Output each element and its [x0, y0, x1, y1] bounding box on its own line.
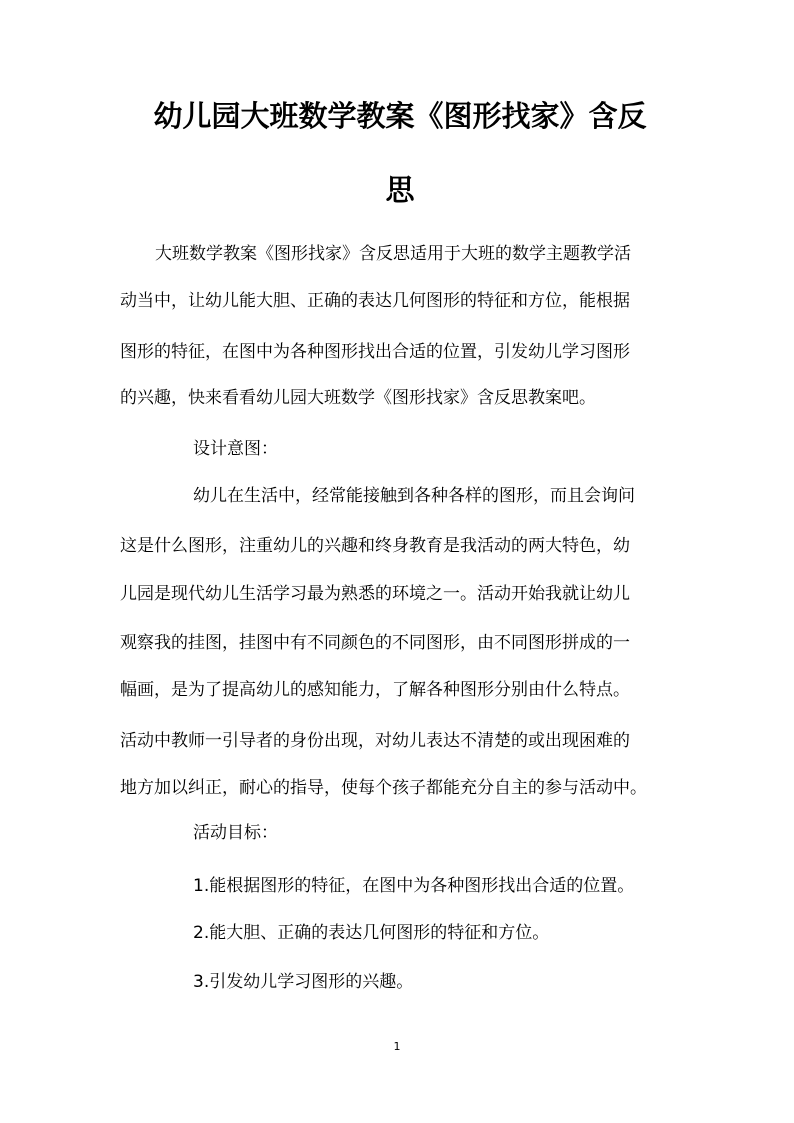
section-heading-design-intent: 设计意图：: [193, 439, 278, 459]
page-number: 1: [393, 1040, 401, 1053]
design-paragraph-line-4: 观察我的挂图，挂图中有不同颜色的不同图形，由不同图形拼成的一: [120, 633, 630, 653]
design-paragraph-line-7: 地方加以纠正，耐心的指导，使每个孩子都能充分自主的参与活动中。: [120, 778, 647, 798]
intro-line-2: 动当中，让幼儿能大胆、正确的表达几何图形的特征和方位，能根据: [120, 291, 630, 311]
goal-item-3: 3.引发幼儿学习图形的兴趣。: [193, 972, 414, 992]
design-paragraph-line-2: 这是什么图形，注重幼儿的兴趣和终身教育是我活动的两大特色，幼: [120, 536, 630, 556]
design-paragraph-line-1: 幼儿在生活中，经常能接触到各种各样的图形，而且会询问: [193, 486, 635, 506]
design-paragraph-line-5: 幅画，是为了提高幼儿的感知能力，了解各种图形分别由什么特点。: [120, 680, 630, 700]
document-title-line-2: 思: [385, 173, 415, 207]
intro-line-1: 大班数学教案《图形找家》含反思适用于大班的数学主题教学活: [155, 244, 631, 264]
section-heading-activity-goals: 活动目标：: [193, 823, 278, 843]
intro-line-4: 的兴趣，快来看看幼儿园大班数学《图形找家》含反思教案吧。: [120, 388, 596, 408]
design-paragraph-line-6: 活动中教师一引导者的身份出现，对幼儿表达不清楚的或出现困难的: [120, 731, 630, 751]
design-paragraph-line-3: 儿园是现代幼儿生活学习最为熟悉的环境之一。活动开始我就让幼儿: [120, 584, 630, 604]
goal-item-2: 2.能大胆、正确的表达几何图形的特征和方位。: [193, 923, 550, 943]
goal-item-1: 1.能根据图形的特征，在图中为各种图形找出合适的位置。: [193, 876, 635, 896]
intro-line-3: 图形的特征，在图中为各种图形找出合适的位置，引发幼儿学习图形: [120, 342, 630, 362]
document-title-line-1: 幼儿园大班数学教案《图形找家》含反: [153, 99, 647, 133]
